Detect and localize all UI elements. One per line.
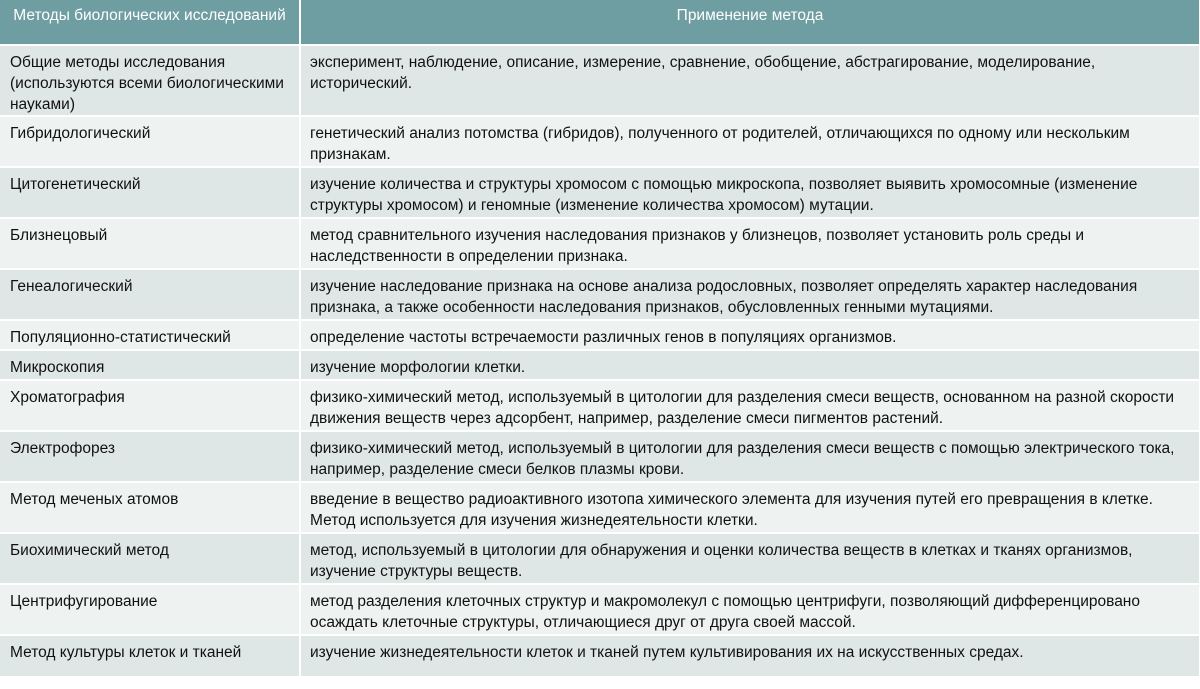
method-cell: Цитогенетический [0,167,300,218]
table-row [0,320,1199,350]
table-row [0,584,1199,635]
table-header-row [0,0,1199,45]
application-cell: генетический анализ потомства (гибридов), полученного от родителей, отличающихся по одному или нескольким признакам. [300,116,1199,167]
method-cell: Хроматография [0,380,300,431]
method-cell: Электрофорез [0,431,300,482]
application-cell: эксперимент, наблюдение, описание, измерение, сравнение, обобщение, абстрагирование, моделирование, исторический. [300,45,1199,116]
application-cell: изучение наследование признака на основе анализа родословных, позволяет определять характер наследования признака, а также особенности наследования признаков, обусловленных генными мутациями. [300,269,1199,320]
table-row [0,269,1199,320]
method-cell: Общие методы исследования (используются всеми биологическими науками) [0,45,300,116]
table-row [0,482,1199,533]
method-cell: Метод культуры клеток и тканей [0,635,300,677]
application-cell: изучение морфологии клетки. [300,350,1199,380]
application-cell: изучение жизнедеятельности клеток и тканей путем культивирования их на искусственных средах. [300,635,1199,677]
table-row [0,431,1199,482]
table-row [0,167,1199,218]
table-row [0,350,1199,380]
application-cell: метод разделения клеточных структур и макромолекул с помощью центрифуги, позволяющий дифференцировано осаждать клеточные структуры, отличающиеся друг от друга своей массой. [300,584,1199,635]
application-cell: определение частоты встречаемости различных генов в популяциях организмов. [300,320,1199,350]
method-cell: Близнецовый [0,218,300,269]
method-cell: Генеалогический [0,269,300,320]
method-cell: Микроскопия [0,350,300,380]
table-row [0,380,1199,431]
table-row [0,116,1199,167]
method-cell: Центрифугирование [0,584,300,635]
method-cell: Биохимический метод [0,533,300,584]
application-cell: введение в вещество радиоактивного изотопа химического элемента для изучения путей его превращения в клетке. Метод используется для изучения жизнедеятельности клетки. [300,482,1199,533]
table-row [0,45,1199,116]
application-cell: физико-химический метод, используемый в цитологии для разделения смеси веществ, основанном на разной скорости движения веществ через адсорбент, например, разделение смеси пигментов растений. [300,380,1199,431]
header-methods: Методы биологических исследований [0,0,300,45]
application-cell: метод, используемый в цитологии для обнаружения и оценки количества веществ в клетках и тканях организмов, изучение структуры веществ. [300,533,1199,584]
table-row [0,635,1199,677]
application-cell: физико-химический метод, используемый в цитологии для разделения смеси веществ с помощью электрического тока, например, разделение смеси белков плазмы крови. [300,431,1199,482]
method-cell: Метод меченых атомов [0,482,300,533]
header-application: Применение метода [300,0,1199,45]
method-cell: Популяционно-статистический [0,320,300,350]
application-cell: изучение количества и структуры хромосом с помощью микроскопа, позволяет выявить хромосомные (изменение структуры хромосом) и геномные (изменение количества хромосом) мутации. [300,167,1199,218]
table-row [0,218,1199,269]
method-cell: Гибридологический [0,116,300,167]
application-cell: метод сравнительного изучения наследования признаков у близнецов, позволяет установить роль среды и наследственности в определении признака. [300,218,1199,269]
table-row [0,533,1199,584]
